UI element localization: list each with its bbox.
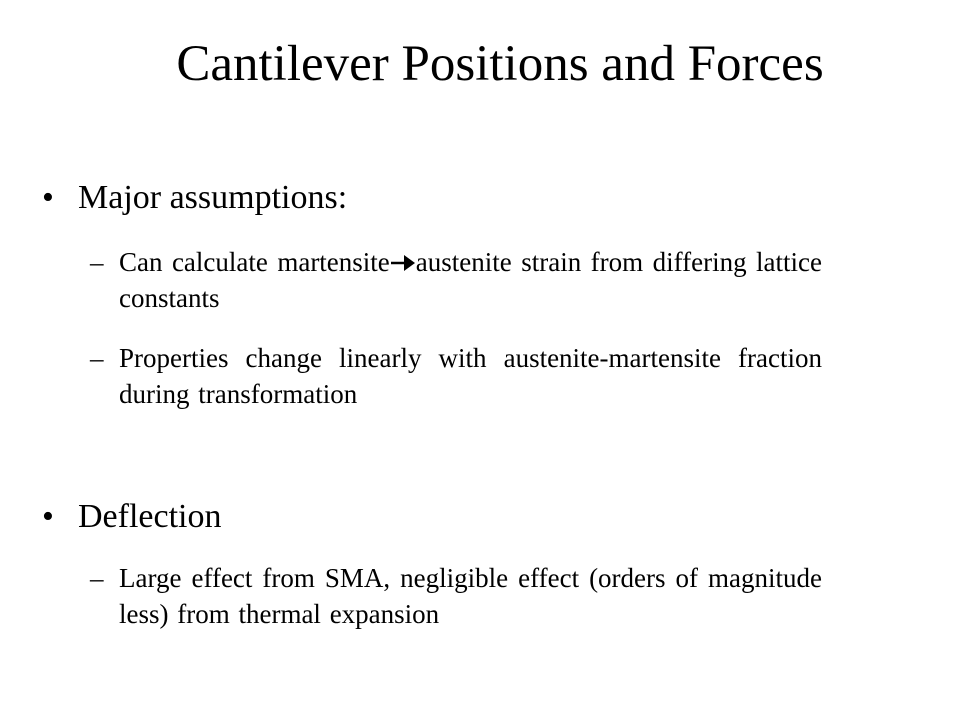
subitem-text: Large effect from SMA, negligible effect (orders of magnitude less) from thermal expansion [119, 563, 822, 629]
subitem-text [119, 244, 822, 316]
subitem-properties [90, 340, 822, 412]
bullet-dot: • [42, 498, 54, 535]
bullet-label: Deflection [78, 498, 222, 535]
bullet-dot: • [42, 179, 54, 216]
subitem-text: Properties change linearly with austenite-martensite fraction during transformation [119, 343, 822, 409]
subitem-dash: – [90, 563, 104, 593]
subitem-dash: – [90, 343, 104, 373]
right-arrow-icon [390, 253, 416, 273]
bullet-label: Major assumptions: [78, 179, 348, 216]
subitem-text-after: austenite strain from differing lattice constants [119, 247, 822, 313]
subitem-strain [90, 244, 822, 316]
subitem-dash: – [90, 247, 104, 277]
subitem-large-effect [90, 560, 822, 632]
slide-title: Cantilever Positions and Forces [176, 36, 824, 92]
subitem-text-before: Can calculate martensite [119, 247, 390, 277]
